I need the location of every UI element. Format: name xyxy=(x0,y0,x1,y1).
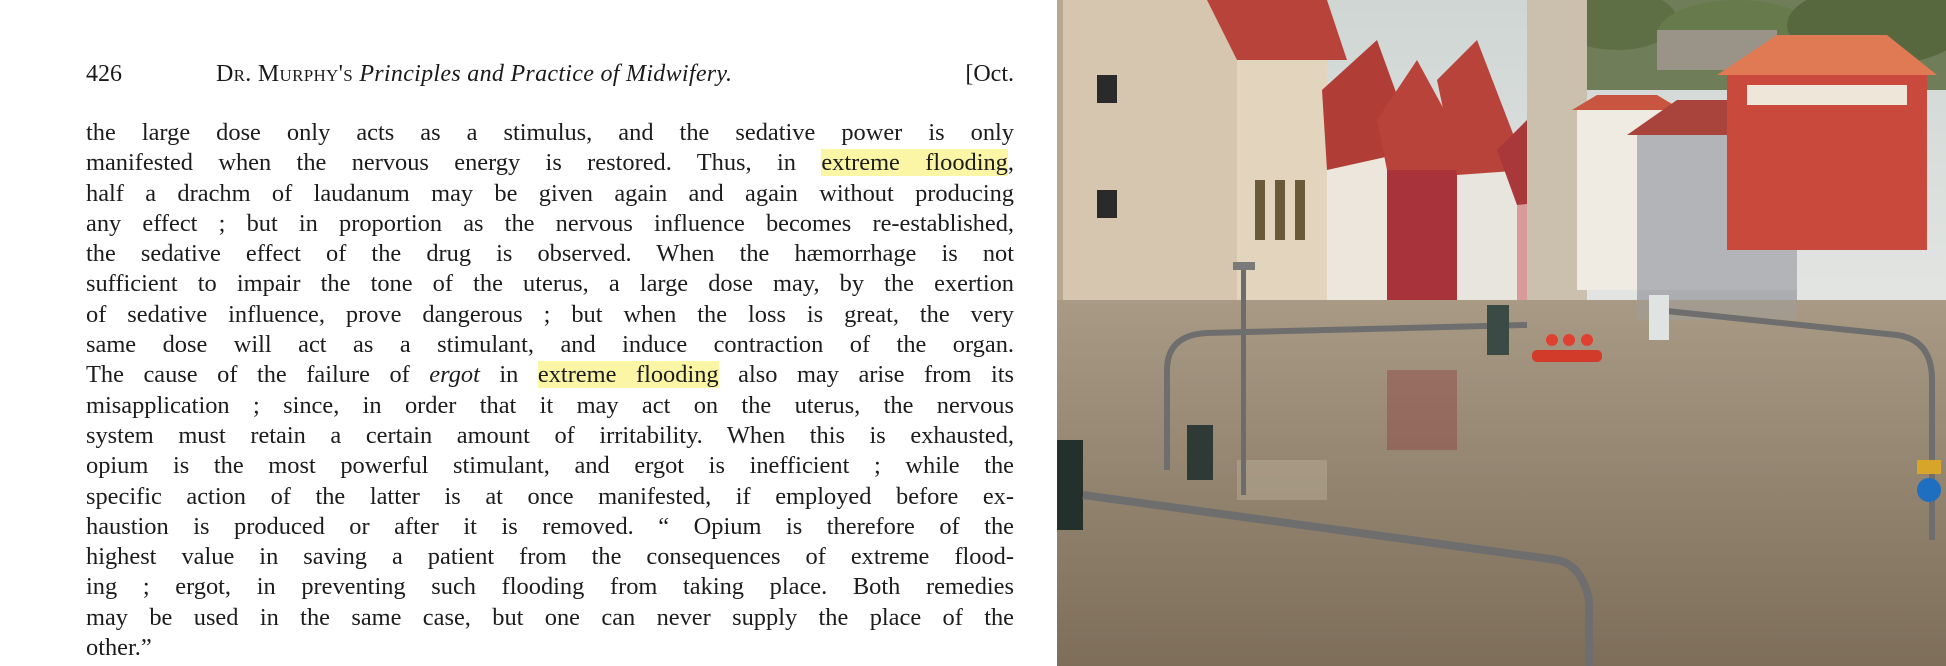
text-line xyxy=(86,512,1014,542)
text-line xyxy=(86,209,1014,239)
page-number: 426 xyxy=(86,61,122,87)
text-line xyxy=(86,239,1014,269)
text-segment: in xyxy=(479,361,538,389)
text-line xyxy=(86,330,1014,360)
text-segment: system must retain a certain amount of irritability. When this is exhausted, xyxy=(86,421,1014,449)
text-segment: same dose will act as a stimulant, and induce contraction of the organ. xyxy=(86,331,1014,359)
text-segment: specific action of the latter is at once manifested, if employed before ex- xyxy=(86,482,1014,510)
text-segment: misapplication ; since, in order that it may act on the uterus, the nervous xyxy=(86,391,1014,419)
running-head-month: [Oct. xyxy=(965,61,1014,87)
text-segment: the sedative effect of the drug is observed. When the hæmorrhage is not xyxy=(86,240,1014,268)
text-line xyxy=(86,603,1014,633)
text-segment: ing ; ergot, in preventing such flooding from taking place. Both remedies xyxy=(86,573,1014,601)
text-line xyxy=(86,421,1014,451)
text-segment: of sedative influence, prove dangerous ; but when the loss is great, the very xyxy=(86,300,1014,328)
body-text xyxy=(86,118,1014,663)
text-line xyxy=(86,360,1014,390)
running-head-book-title: Principles and Practice of Midwifery. xyxy=(359,61,733,87)
text-line xyxy=(86,572,1014,602)
text-line xyxy=(86,391,1014,421)
text-line xyxy=(86,148,1014,178)
text-line xyxy=(86,269,1014,299)
text-segment: highest value in saving a patient from the consequences of extreme flood- xyxy=(86,543,1014,571)
running-head-author: Dr. Murphy's xyxy=(216,61,360,87)
highlighted-phrase: extreme flooding xyxy=(821,149,1008,177)
flooded-town-illustration xyxy=(1057,0,1946,666)
text-line xyxy=(86,118,1014,148)
text-segment: sufficient to impair the tone of the uterus, a large dose may, by the exertion xyxy=(86,270,1014,298)
text-segment: any effect ; but in proportion as the nervous influence becomes re-established, xyxy=(86,209,1014,237)
text-line xyxy=(86,179,1014,209)
text-line xyxy=(86,300,1014,330)
text-segment: manifested when the nervous energy is restored. Thus, in xyxy=(86,149,822,177)
text-line xyxy=(86,451,1014,481)
text-line xyxy=(86,542,1014,572)
highlighted-phrase: extreme flooding xyxy=(537,361,719,389)
text-segment: opium is the most powerful stimulant, and ergot is inefficient ; while the xyxy=(86,452,1014,480)
text-segment: The cause of the failure of xyxy=(86,361,430,389)
text-segment: the large dose only acts as a stimulus, and the sedative power is only xyxy=(86,119,1014,146)
text-line xyxy=(86,482,1014,512)
italic-word: ergot xyxy=(429,361,480,389)
text-segment: other.” xyxy=(86,634,152,662)
text-line xyxy=(86,633,1014,663)
text-segment: may be used in the same case, but one can never supply the place of the xyxy=(86,603,1014,631)
text-segment: , xyxy=(1007,149,1014,177)
running-head-title xyxy=(216,56,732,92)
text-segment: also may arise from its xyxy=(718,361,1014,389)
running-head xyxy=(86,56,1014,92)
text-segment: half a drachm of laudanum may be given again and again without producing xyxy=(86,179,1014,207)
text-segment: haustion is produced or after it is removed. “ Opium is therefore of the xyxy=(86,512,1014,540)
flooded-street-photo xyxy=(1057,0,1946,666)
